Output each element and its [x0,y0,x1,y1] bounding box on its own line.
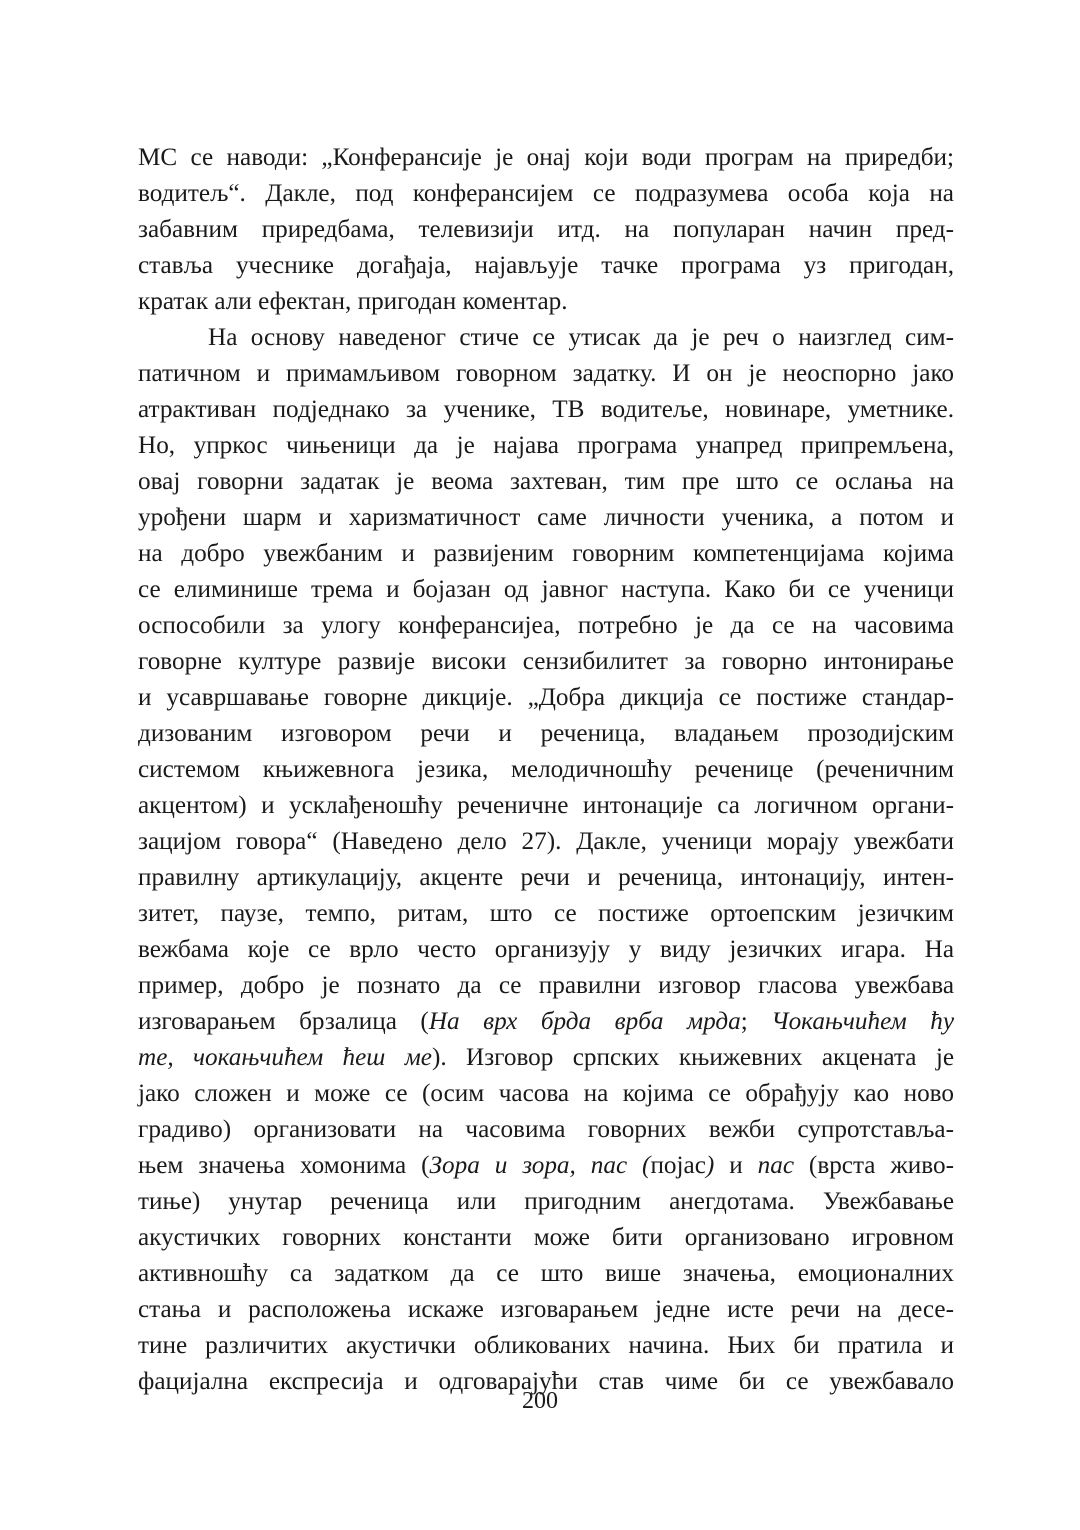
text-line: овај говорни задатак је веома захтеван, тим пре што се ослања на [138,468,954,495]
text-line: урођени шарм и харизматичност саме личности ученика, а потом и [138,504,954,531]
text-line: МС се наводи: „Конферансије је онај који води програм на приредби; [138,144,954,171]
text-line: и усавршавање говорне дикције. „Добра дикција се постиже стандар- [138,684,954,711]
paragraph [138,320,954,1400]
italic-segment: пас [757,1152,794,1179]
text-line: на добро увежбаним и развијеним говорним компетенцијама којима [138,540,954,567]
text-line: На основу наведеног стиче се утисак да је реч о наизглед сим- [208,324,954,351]
text-line: зитет, паузе, темпо, ритам, што се постиже ортоепским језичким [138,900,954,927]
italic-segment: Зора и зора, пас ( [429,1152,651,1179]
text-line: тине различитих акустички обликованих начина. Њих би пратила и [138,1332,954,1359]
text-line: патичном и примамљивом говорном задатку. И он је неоспорно јако [138,360,954,387]
text-segment: ; [740,1008,772,1035]
text-line: оспособили за улогу конферансијеа, потребно је да се на часовима [138,612,954,639]
text-segment: и [714,1152,758,1179]
text-line [138,1148,954,1184]
text-segment: ). Изговор српских књижевних акцената је [431,1044,955,1071]
italic-segment: те, чокањчићем ћеш ме [138,1044,432,1071]
text-line: ставља учеснике догађаја, најављује тачке програма уз пригодан, [138,252,954,279]
text-line: дизованим изговором речи и реченица, владањем прозодијским [138,720,954,747]
text-line: градиво) организовати на часовима говорних вежби супротстављa- [138,1116,954,1143]
text-segment: (врста живо- [794,1152,954,1179]
text-segment: изговарањем брзалица ( [138,1008,429,1035]
text-line: тиње) унутар реченица или пригодним анегдотама. Увежбавање [138,1188,954,1215]
text-line: водитељ“. Дакле, под конферансијем се подразумева особа која на [138,180,954,207]
text-line: системом књижевнога језика, мелодичношћу реченице (реченичним [138,756,954,783]
text-line: активношћу са задатком да се што више значења, емоционалних [138,1260,954,1287]
text-line: стања и расположења искаже изговарањем једне исте речи на десе- [138,1296,954,1323]
text-line: фацијална експресија и одговарајући став чиме би се увежбавало [138,1368,954,1395]
italic-segment: Чокањчићем ћу [771,1008,955,1035]
text-segment: појас [650,1152,706,1179]
text-line: акустичких говорних константи може бити организовано игровном [138,1224,954,1251]
text-line: Но, упркос чињеници да је најава програма унапред припремљена, [138,432,954,459]
text-line: јако сложен и може се (осим часова на којима се обрађују као ново [138,1080,954,1107]
text-line: атрактиван подједнако за ученике, ТВ водитеље, новинаре, уметнике. [138,396,954,423]
page-body [138,140,954,1400]
text-line: се елиминише трема и бојазан од јавног наступа. Како би се ученици [138,576,954,603]
text-line: правилну артикулацију, акценте речи и реченица, интонацију, интен- [138,864,954,891]
paragraph [138,140,954,320]
italic-segment: На врх брда врба мрда [428,1008,741,1035]
page-number: 200 [522,1388,558,1414]
text-line: кратак али ефектан, пригодан коментар. [138,288,568,315]
text-line: пример, добро је познато да се правилни изговор гласова увежбава [138,972,954,999]
text-line: говорне културе развије високи сензибилитет за говорно интонирање [138,648,954,675]
text-line [138,1040,954,1076]
text-line: забавним приредбама, телевизији итд. на популаран начин пред- [138,216,954,243]
italic-segment: ) [705,1152,715,1179]
text-line: вежбама које се врло често организују у виду језичких игара. На [138,936,954,963]
text-segment: њем значења хомонима ( [138,1152,430,1179]
text-line: акцентом) и усклађеношћу реченичне интонације са логичном органи- [138,792,954,819]
text-line: зацијом говора“ (Наведено дело 27). Дакле, ученици морају увежбати [138,828,954,855]
text-line [138,1004,954,1040]
